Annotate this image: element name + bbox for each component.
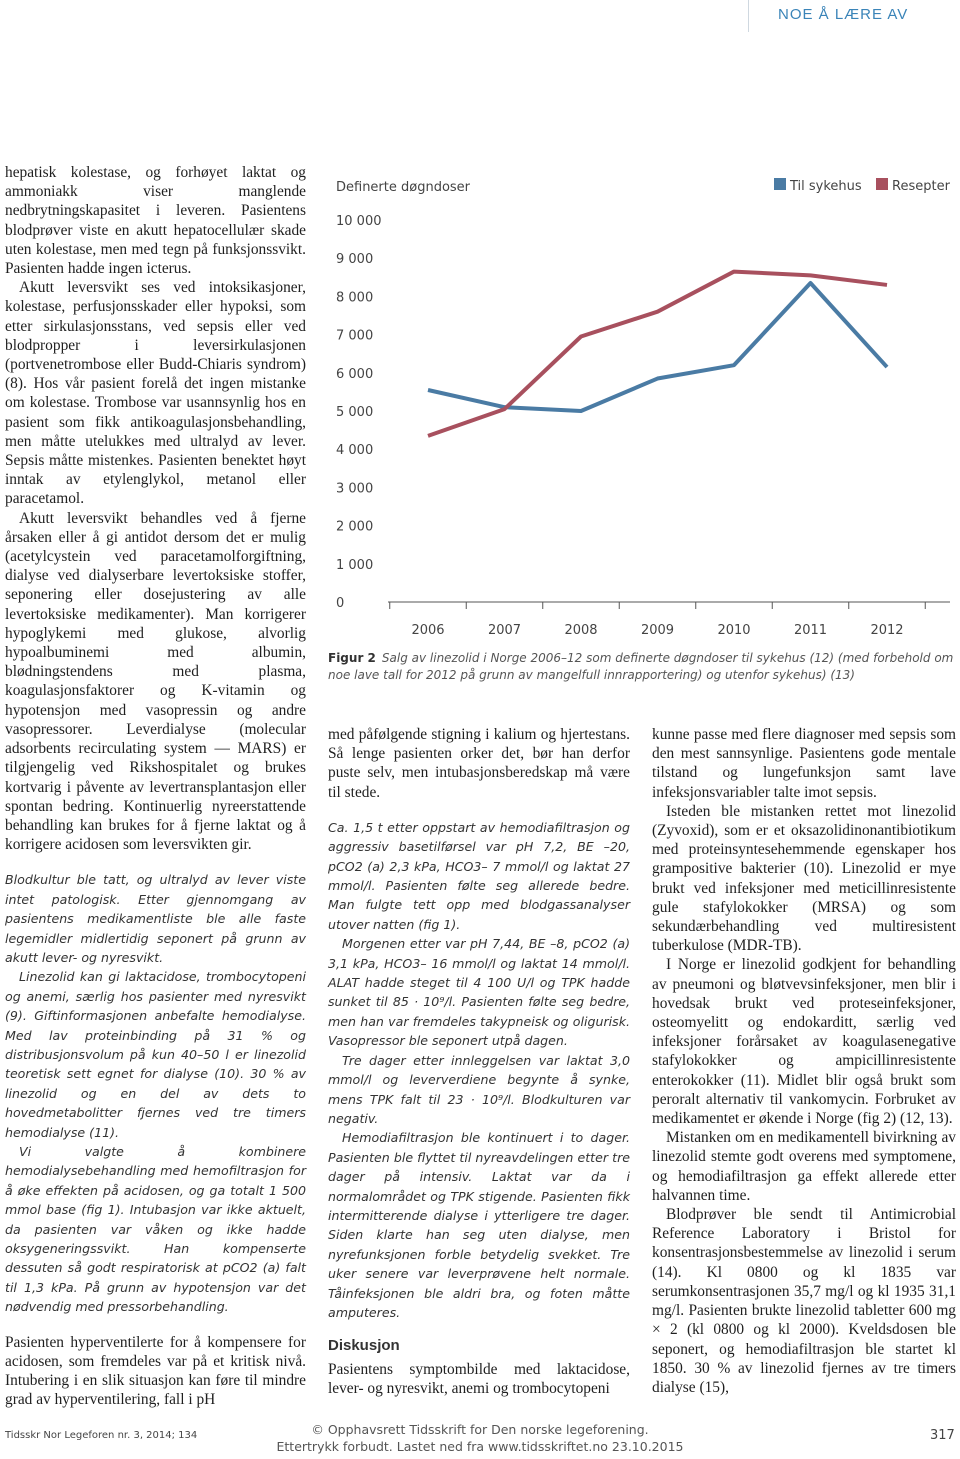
y-tick-label: 1 000 (336, 557, 374, 573)
copyright-line: © Opphavsrett Tidsskrift for Den norske legeforening. (311, 1422, 649, 1437)
case-paragraph: Hemodiafiltrasjon ble kontinuert i to dager. Pasienten ble flyttet til nyreavdelingen etter tre dager på intensiv. Laktat var da i normalområdet og TPK stigende. Pasienten fikk intermitterende dialyse i ytterligere tre dager. Siden klarte han seg uten dialyse, men nyrefunksjonen forble betydelig svekket. Tre uker senere var leverprøvene helt normale. Tåinfeksjonen ble aldri bra, og foten måtte amputeres. (328, 1130, 630, 1320)
case-paragraph: Tre dager etter innleggelsen var laktat 3,0 mmol/l og leververdiene begynte å synke, mens TPK falt til 23 · 10⁹/l. Blodkulturen var negativ. (328, 1052, 630, 1126)
legend-label: Resepter (892, 179, 950, 194)
section-heading: Diskusjon (328, 1337, 400, 1355)
case-paragraph: Ca. 1,5 t etter oppstart av hemodiafiltrasjon og aggressiv basetilførsel var pH 7,2, BE –20, pCO2 (a) 2,3 kPa, HCO3– 7 mmol/l og laktat 27 mmol/l. Pasienten følte seg allerede bedre. Man fulgte tett opp med blodgassanalyser utover natten (fig 1). (328, 819, 630, 932)
download-line: Ettertrykk forbudt. Lastet ned fra www.tidsskriftet.no 23.10.2015 (276, 1439, 684, 1454)
body-paragraph: med påfølgende stigning i kalium og hjertestans. Så lenge pasienten orker det, bør han derfor puste selv, men intubasjonsberedskap må være til stede. (328, 726, 630, 801)
y-tick-label: 5 000 (336, 405, 374, 420)
text-column-3 (652, 725, 956, 1397)
case-report-block (5, 870, 306, 1316)
y-tick-label: 7 000 (336, 328, 374, 344)
case-report-block (328, 818, 630, 1323)
text-column-1 (5, 163, 306, 1409)
legend-swatch (774, 178, 786, 190)
x-tick-label: 2009 (640, 623, 675, 638)
case-paragraph: Linezolid kan gi laktacidose, trombocytopeni og anemi, særlig hos pasienter med nyresvikt (9). Giftinformasjonen anbefalte hemodialyse. Med lav proteinbinding på 31 % og distribusjonsvolum på kun 40–50 l er linezolid teoretisk sett egnet for dialyse (10). 30 % av linezolid og en del av dets to hovedmetabolitter fjernes ved tre timers hemodialyse (11). (5, 969, 306, 1140)
case-paragraph: Morgenen etter var pH 7,44, BE –8, pCO2 (a) 3,1 kPa, HCO3– 16 mmol/l og laktat 14 mmol/l. ALAT hadde steget til 4 100 U/l og TPK hadde sunket til 85 · 10⁹/l. Pasienten følte seg bedre, men han var fremdeles takypneisk og oligurisk. Vasopressor ble seponert utpå dagen. (328, 936, 630, 1049)
linezolid-sales-chart (328, 165, 958, 645)
page-number: 317 (930, 1428, 955, 1443)
x-tick-label: 2012 (870, 623, 904, 638)
body-paragraph: Pasienten hyperventilerte for å kompensere for acidosen, som fremdeles var på et kritisk nivå. Intubering i en slik situasjon kan føre til mindre grad av hyperventilering, fall i pH (5, 1333, 306, 1409)
case-paragraph: Blodkultur ble tatt, og ultralyd av lever viste intet patologisk. Etter gjennomgang av pasientens medikamentliste ble alle faste legemidler midlertidig seponert på grunn av akutt lever- og nyresvikt. (5, 872, 306, 965)
series-line (428, 272, 887, 436)
y-tick-label: 10 000 (336, 214, 382, 229)
body-paragraph: Mistanken om en medikamentell bivirkning av linezolid stemte godt overens med symptomene, og hemodiafiltrasjon ga effekt allerede etter halvannen time. (652, 1129, 956, 1204)
body-paragraph: hepatisk kolestase, og forhøyet laktat og ammoniakk viser manglende nedbrytningskapasitet i leveren. Pasientens blodprøver viste en akutt hepatocellulær skade uten kolestase, men med tegn på funksjonssvikt. Pasienten hadde ingen icterus. (5, 164, 306, 278)
section-title: NOE Å LÆRE AV (778, 6, 909, 23)
series-line (428, 283, 887, 411)
chart-series (428, 272, 887, 436)
x-tick-label: 2006 (411, 623, 445, 638)
y-tick-label: 3 000 (336, 481, 374, 497)
y-tick-label: 4 000 (336, 443, 374, 459)
case-paragraph: Vi valgte å kombinere hemodialysebehandling med hemofiltrasjon for å øke effekten på acidosen, og ga totalt 1 500 mmol base (fig 1). Intubasjon var ikke aktuelt, da pasienten var våken og ikke hadde oksygeneringssvikt. Han kompenserte dessuten så godt respiratorisk at pCO2 (a) falt til 1,3 kPa. På grunn av hypotensjon var det nødvendig med pressorbehandling. (5, 1144, 306, 1315)
body-paragraph: Isteden ble mistanken rettet mot linezolid (Zyvoxid), som er et oksazolidinonantibiotikum med proteinsyntesehemmende egenskaper hos grampositive bakterier (10). Linezolid er mye brukt ved infeksjoner med meticillinresistente gule stafylokokker (MRSA) og som sekundærbehandling ved multiresistent tuberkulose (MDR-TB). (652, 802, 956, 955)
copyright-notice (250, 1421, 710, 1455)
body-paragraph: Blodprøver ble sendt til Antimicrobial Reference Laboratory i Bristol for konsentrasjonsbestemmelse av linezolid i serum (14). Kl 0800 og kl 1835 var serumkonsentrasjonen 35,7 mg/l og kl 1935 31,1 mg/l. Pasienten brukte linezolid tabletter 600 mg × 2 (kl 0800 og kl 2000). Kveldsdosen ble seponert, og hemodiafiltrasjon ble startet kl 1850. 30 % av linezolid fjernes av tre timers dialyse (15), (652, 1206, 956, 1396)
y-tick-label: 9 000 (336, 252, 374, 268)
x-tick-label: 2011 (793, 623, 828, 638)
journal-reference: Tidsskr Nor Legeforen nr. 3, 2014; 134 (5, 1430, 198, 1441)
text-column-2 (328, 725, 630, 1398)
chart-x-ticks (390, 602, 926, 638)
chart-y-axis-label: Definerte døgndoser (336, 180, 471, 195)
y-tick-label: 0 (336, 596, 345, 611)
x-tick-label: 2010 (717, 623, 751, 638)
figure-caption-text: Salg av linezolid i Norge 2006–12 som definerte døgndoser til sykehus (12) (med forbehold om noe lave tall for 2012 på grunn av mangelfull innrapportering) og utenfor sykehus) (13) (328, 651, 954, 682)
figure-caption (328, 650, 956, 684)
y-tick-label: 8 000 (336, 290, 374, 306)
chart-y-ticks (336, 214, 382, 611)
body-paragraph: I Norge er linezolid godkjent for behandling av pneumoni og bløtvevsinfeksjoner, men blir i hovedsak brukt ved proteseinfeksjoner, osteomyelitt og endokarditt, særlig ved infeksjoner forårsaket av koagulasenegative stafylokokker og ampicillinresistente enterokokker (11). Midlet blir også brukt som peroralt alternativ til vankomycin. Forbruket av medikamentet er økende i Norge (fig 2) (12, 13). (652, 956, 956, 1128)
header-divider (748, 0, 749, 32)
y-tick-label: 6 000 (336, 366, 374, 382)
body-paragraph: Akutt leversvikt ses ved intoksikasjoner, kolestase, perfusjonsskader eller hypoksi, som etter sirkulasjonsstans, ved sepsis eller ved blodpropper i leversirkulasjonen (portvenetrombose eller Budd-Chiaris syndrom) (8). Hos vår pasient forelå det ingen mistanke om kolestase. Trombose var usannsynlig hos en pasient som fikk antikoagulasjonsbehandling, men måtte utelukkes med ultralyd av lever. Sepsis måtte mistenkes. Pasienten benektet høyt inntak av etylenglykol, metanol eller paracetamol. (5, 279, 306, 508)
body-paragraph: Pasientens symptombilde med laktacidose, lever- og nyresvikt, anemi og trombocytopeni (328, 1360, 630, 1397)
body-paragraph: kunne passe med flere diagnoser med sepsis som den mest sannsynlige. Pasientens gode mentale tilstand og lungefunksjon samt lave infeksjonsvariabler talte imot sepsis. (652, 726, 956, 801)
x-tick-label: 2007 (487, 623, 522, 638)
legend-label: Til sykehus (790, 179, 862, 194)
y-tick-label: 2 000 (336, 519, 374, 535)
body-paragraph: Akutt leversvikt behandles ved å fjerne årsaken eller å gi antidot dersom det er mulig (acetylcystein ved paracetamolforgiftning, dialyse ved dialyserbare levertoksiske stoffer, seponering eller dosejustering av alle levertoksiske medikamenter). Man korrigerer hypoglykemi med glukose, alvorlig hypoalbuminemi med albumin, blødningstendens med plasma, koagulasjonsfaktorer og K-vitamin og hypotensjon med vasopressin og andre vasopressorer. Leverdialyse (molecular adsorbents recirculating system — MARS) er tilgjengelig ved Rikshospitalet og brukes kortvarig i påvente av levertransplantasjon eller spontan bedring. Kontinuerlig nyreerstattende behandling kan brukes for å fjerne laktat og å korrigere acidosen som leversvikten gir. (5, 509, 306, 854)
figure-label: Figur 2 (328, 651, 376, 665)
legend-swatch (876, 178, 888, 190)
x-tick-label: 2008 (564, 623, 598, 638)
chart-legend (774, 178, 951, 194)
